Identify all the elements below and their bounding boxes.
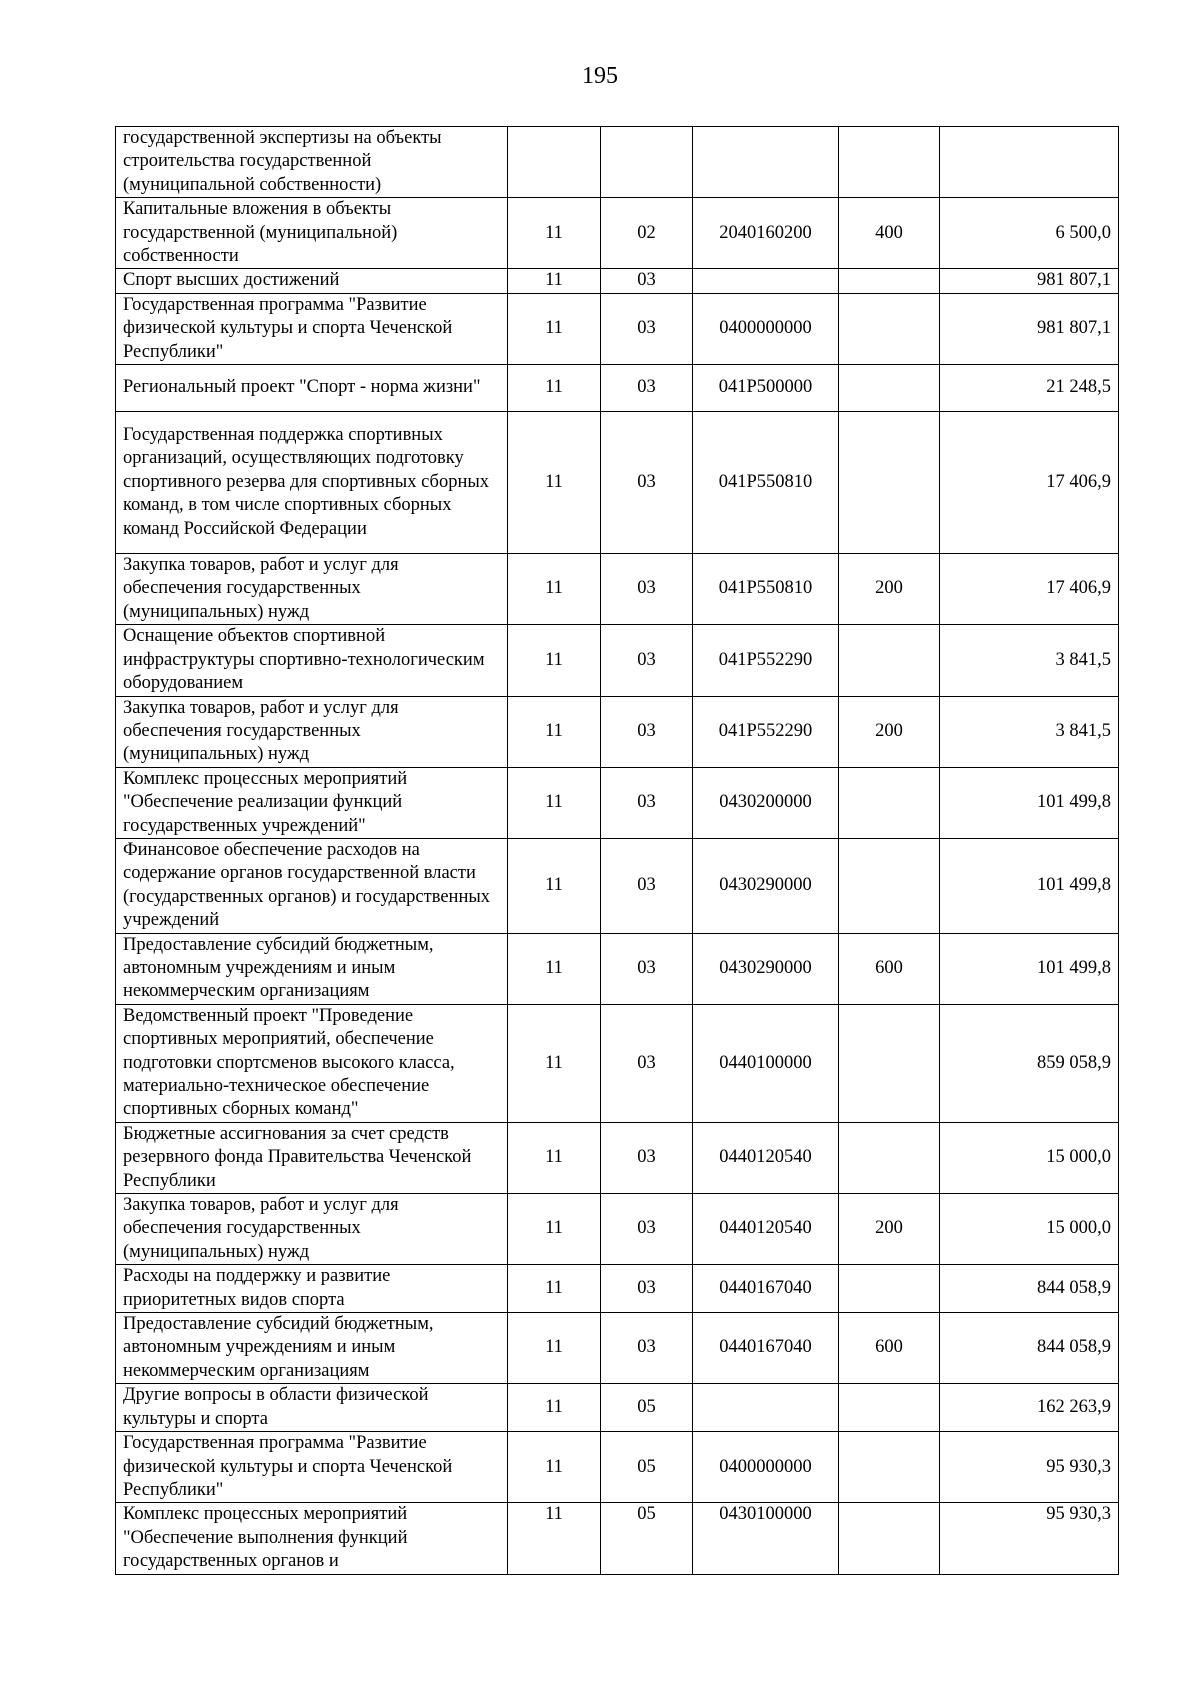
table-row — [116, 696, 1119, 767]
row-expense-type — [839, 293, 940, 364]
row-target-article: 0400000000 — [693, 1432, 839, 1503]
row-name: Комплекс процессных мероприятий "Обеспечение выполнения функций государственных органов и — [116, 1503, 508, 1574]
row-subsection: 03 — [601, 365, 693, 412]
row-section: 11 — [508, 838, 601, 933]
row-amount: 17 406,9 — [940, 554, 1119, 625]
row-subsection: 05 — [601, 1503, 693, 1574]
row-section: 11 — [508, 767, 601, 838]
row-subsection: 03 — [601, 838, 693, 933]
row-name: Предоставление субсидий бюджетным, автономным учреждениям и иным некоммерческим организациям — [116, 1313, 508, 1384]
table-row — [116, 625, 1119, 696]
page-number: 195 — [582, 63, 618, 89]
table-row — [116, 1432, 1119, 1503]
row-expense-type — [839, 767, 940, 838]
row-amount: 17 406,9 — [940, 412, 1119, 554]
table-row — [116, 838, 1119, 933]
row-target-article: 041Р550810 — [693, 412, 839, 554]
row-target-article — [693, 127, 839, 198]
row-expense-type: 200 — [839, 1194, 940, 1265]
row-target-article: 0430290000 — [693, 933, 839, 1004]
table-row — [116, 1384, 1119, 1432]
row-subsection: 03 — [601, 1122, 693, 1193]
row-section: 11 — [508, 198, 601, 269]
row-target-article: 0430200000 — [693, 767, 839, 838]
row-subsection: 03 — [601, 1313, 693, 1384]
row-subsection: 03 — [601, 1004, 693, 1122]
row-target-article: 041Р552290 — [693, 625, 839, 696]
row-section — [508, 127, 601, 198]
row-target-article: 041Р550810 — [693, 554, 839, 625]
row-subsection: 02 — [601, 198, 693, 269]
row-name: Региональный проект "Спорт - норма жизни" — [116, 365, 508, 412]
row-target-article: 041Р500000 — [693, 365, 839, 412]
row-target-article: 0430290000 — [693, 838, 839, 933]
row-subsection: 03 — [601, 933, 693, 1004]
row-section: 11 — [508, 1194, 601, 1265]
row-section: 11 — [508, 1432, 601, 1503]
row-expense-type — [839, 1004, 940, 1122]
row-amount: 981 807,1 — [940, 269, 1119, 293]
row-amount: 21 248,5 — [940, 365, 1119, 412]
table-row — [116, 127, 1119, 198]
row-expense-type — [839, 1265, 940, 1313]
row-name: Бюджетные ассигнования за счет средств резервного фонда Правительства Чеченской Республики — [116, 1122, 508, 1193]
row-name: Оснащение объектов спортивной инфраструктуры спортивно-технологическим оборудованием — [116, 625, 508, 696]
row-expense-type: 600 — [839, 933, 940, 1004]
row-subsection — [601, 127, 693, 198]
row-name: Ведомственный проект "Проведение спортивных мероприятий, обеспечение подготовки спортсменов высокого класса, материально-техническое обеспечение спортивных сборных команд" — [116, 1004, 508, 1122]
row-subsection: 03 — [601, 269, 693, 293]
table-row — [116, 933, 1119, 1004]
row-section: 11 — [508, 625, 601, 696]
row-amount: 981 807,1 — [940, 293, 1119, 364]
row-expense-type — [839, 1503, 940, 1574]
row-name: Комплекс процессных мероприятий "Обеспечение реализации функций государственных учреждений" — [116, 767, 508, 838]
table-row — [116, 1265, 1119, 1313]
row-target-article: 0440167040 — [693, 1265, 839, 1313]
row-amount: 15 000,0 — [940, 1194, 1119, 1265]
row-amount: 859 058,9 — [940, 1004, 1119, 1122]
row-amount: 6 500,0 — [940, 198, 1119, 269]
row-target-article: 0440120540 — [693, 1122, 839, 1193]
row-name: Государственная программа "Развитие физической культуры и спорта Чеченской Республики" — [116, 1432, 508, 1503]
row-target-article: 2040160200 — [693, 198, 839, 269]
row-name: Спорт высших достижений — [116, 269, 508, 293]
row-name: Закупка товаров, работ и услуг для обеспечения государственных (муниципальных) нужд — [116, 1194, 508, 1265]
row-section: 11 — [508, 1265, 601, 1313]
row-amount: 15 000,0 — [940, 1122, 1119, 1193]
row-subsection: 03 — [601, 767, 693, 838]
row-target-article: 0440100000 — [693, 1004, 839, 1122]
row-target-article: 0430100000 — [693, 1503, 839, 1574]
row-amount: 95 930,3 — [940, 1503, 1119, 1574]
table-row — [116, 767, 1119, 838]
row-section: 11 — [508, 269, 601, 293]
row-expense-type: 600 — [839, 1313, 940, 1384]
row-subsection: 03 — [601, 625, 693, 696]
row-expense-type — [839, 365, 940, 412]
row-name: Предоставление субсидий бюджетным, автономным учреждениям и иным некоммерческим организациям — [116, 933, 508, 1004]
budget-table-body — [116, 127, 1119, 1575]
row-section: 11 — [508, 554, 601, 625]
row-target-article: 0400000000 — [693, 293, 839, 364]
table-row — [116, 1122, 1119, 1193]
row-expense-type — [839, 269, 940, 293]
row-name: Расходы на поддержку и развитие приоритетных видов спорта — [116, 1265, 508, 1313]
row-name: Закупка товаров, работ и услуг для обеспечения государственных (муниципальных) нужд — [116, 554, 508, 625]
row-subsection: 03 — [601, 696, 693, 767]
row-target-article: 041Р552290 — [693, 696, 839, 767]
row-section: 11 — [508, 1384, 601, 1432]
row-section: 11 — [508, 933, 601, 1004]
row-subsection: 03 — [601, 1265, 693, 1313]
row-section: 11 — [508, 696, 601, 767]
budget-table — [115, 126, 1119, 1575]
row-expense-type: 200 — [839, 554, 940, 625]
row-subsection: 03 — [601, 554, 693, 625]
table-row — [116, 269, 1119, 293]
row-amount: 3 841,5 — [940, 625, 1119, 696]
row-section: 11 — [508, 293, 601, 364]
table-row — [116, 554, 1119, 625]
row-section: 11 — [508, 1122, 601, 1193]
row-amount: 101 499,8 — [940, 838, 1119, 933]
row-amount: 101 499,8 — [940, 933, 1119, 1004]
table-row — [116, 1313, 1119, 1384]
row-section: 11 — [508, 365, 601, 412]
row-expense-type — [839, 1122, 940, 1193]
row-amount: 3 841,5 — [940, 696, 1119, 767]
row-expense-type: 400 — [839, 198, 940, 269]
table-row — [116, 1004, 1119, 1122]
table-row — [116, 1194, 1119, 1265]
table-row — [116, 198, 1119, 269]
row-name: государственной экспертизы на объекты строительства государственной (муниципальной собственности) — [116, 127, 508, 198]
row-section: 11 — [508, 1313, 601, 1384]
row-expense-type — [839, 127, 940, 198]
table-row — [116, 365, 1119, 412]
row-target-article: 0440167040 — [693, 1313, 839, 1384]
row-name: Другие вопросы в области физической культуры и спорта — [116, 1384, 508, 1432]
row-name: Государственная программа "Развитие физической культуры и спорта Чеченской Республики" — [116, 293, 508, 364]
row-subsection: 05 — [601, 1384, 693, 1432]
row-target-article: 0440120540 — [693, 1194, 839, 1265]
row-expense-type — [839, 1384, 940, 1432]
row-target-article — [693, 1384, 839, 1432]
row-section: 11 — [508, 1004, 601, 1122]
row-expense-type: 200 — [839, 696, 940, 767]
row-section: 11 — [508, 1503, 601, 1574]
row-amount — [940, 127, 1119, 198]
row-amount: 95 930,3 — [940, 1432, 1119, 1503]
row-subsection: 03 — [601, 412, 693, 554]
row-subsection: 03 — [601, 1194, 693, 1265]
table-row — [116, 1503, 1119, 1574]
row-name: Государственная поддержка спортивных организаций, осуществляющих подготовку спортивного резерва для спортивных сборных команд, в том числе спортивных сборных команд Российской Федерации — [116, 412, 508, 554]
row-name: Закупка товаров, работ и услуг для обеспечения государственных (муниципальных) нужд — [116, 696, 508, 767]
row-amount: 162 263,9 — [940, 1384, 1119, 1432]
row-name: Капитальные вложения в объекты государственной (муниципальной) собственности — [116, 198, 508, 269]
row-amount: 101 499,8 — [940, 767, 1119, 838]
row-subsection: 05 — [601, 1432, 693, 1503]
table-row — [116, 412, 1119, 554]
row-section: 11 — [508, 412, 601, 554]
row-expense-type — [839, 838, 940, 933]
table-row — [116, 293, 1119, 364]
row-expense-type — [839, 625, 940, 696]
row-name: Финансовое обеспечение расходов на содержание органов государственной власти (государственных органов) и государственных учреждений — [116, 838, 508, 933]
row-amount: 844 058,9 — [940, 1265, 1119, 1313]
row-subsection: 03 — [601, 293, 693, 364]
row-expense-type — [839, 412, 940, 554]
row-amount: 844 058,9 — [940, 1313, 1119, 1384]
row-target-article — [693, 269, 839, 293]
row-expense-type — [839, 1432, 940, 1503]
